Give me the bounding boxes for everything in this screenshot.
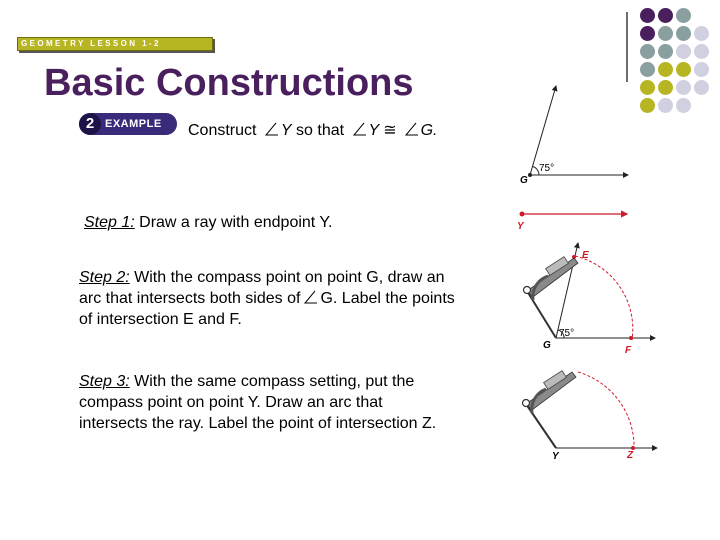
example-number: 2 <box>79 113 101 135</box>
lesson-label: GEOMETRY LESSON 1-2 <box>21 39 161 48</box>
compass-arc <box>578 372 634 450</box>
figure-2-vertex-label: Y <box>517 221 524 232</box>
vertex-point <box>528 173 532 177</box>
figure-1-vertex-label: G <box>520 175 528 186</box>
congruent-symbol: ≅ <box>383 122 397 139</box>
angle-ray <box>530 86 556 175</box>
step-3-text: With the same compass setting, put the compass point on point Y. Draw an arc that intersects the ray. Label the point of intersection Z. <box>79 373 437 432</box>
step-2-text: With the compass point on point G, draw an arc that intersects both sides of <box>79 269 445 307</box>
construct-prefix: Construct <box>188 122 257 139</box>
angle-y-label: Y <box>280 122 292 139</box>
step-1-label: Step 1: <box>84 214 135 231</box>
compass-icon <box>524 257 579 338</box>
example-label: EXAMPLE <box>105 118 162 130</box>
step-2-tail: G. Label the points of intersection E and F. <box>79 290 455 328</box>
figure-4-z-label: Z <box>627 450 634 461</box>
figure-1-angle-measure: 75° <box>539 163 555 174</box>
figure-3-vertex-label: G <box>543 340 551 351</box>
endpoint <box>520 212 525 217</box>
angle-y2-label: Y <box>368 122 380 139</box>
page-title: Basic Constructions <box>44 62 414 104</box>
figure-3-f-label: F <box>625 345 632 356</box>
so-that-text: so that <box>296 122 345 139</box>
step-1-text: Draw a ray with endpoint Y. <box>134 214 333 231</box>
step-3-label: Step 3: <box>79 373 130 390</box>
figure-3-compass-on-g <box>524 243 656 356</box>
figure-3-e-label: E <box>582 250 589 261</box>
compass-arc <box>575 256 633 340</box>
step-2-label: Step 2: <box>79 269 130 286</box>
figure-2-ray-y <box>517 212 627 233</box>
figure-4-compass-on-y <box>523 371 658 462</box>
figure-1-angle-g <box>520 86 628 186</box>
angle-g-label: G. <box>420 122 438 139</box>
compass-icon <box>523 371 577 448</box>
point-f <box>629 336 633 340</box>
figure-4-vertex-label: Y <box>552 451 559 462</box>
figure-3-angle-measure: 75° <box>559 328 575 339</box>
